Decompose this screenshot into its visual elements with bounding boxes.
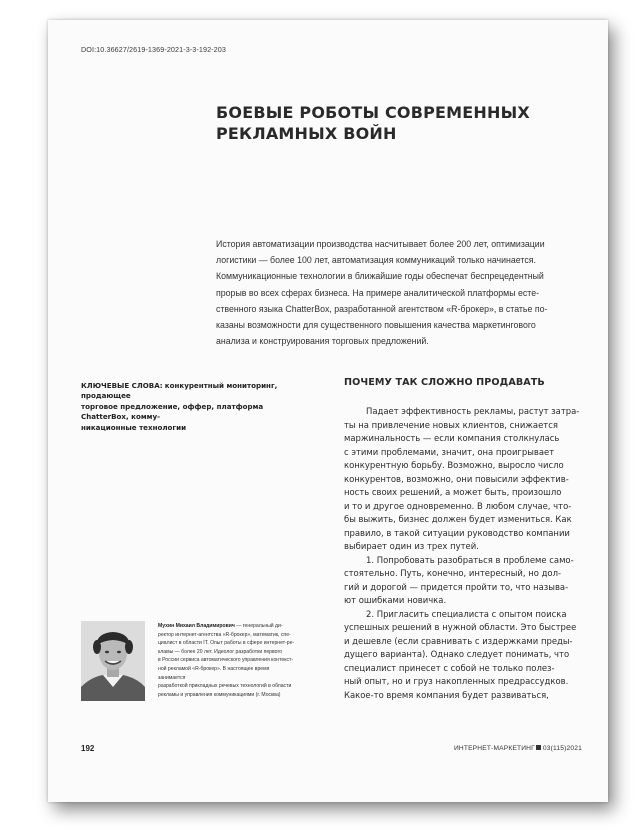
author-bio-line: циалист в области IT. Опыт работы в сфере интернет-ре- bbox=[158, 640, 295, 647]
body-line: правило, в такой ситуации руководство компании bbox=[344, 527, 570, 538]
abstract bbox=[216, 236, 578, 349]
author-bio-line: ной рекламой «R-брокер». В настоящее время занимается bbox=[158, 665, 270, 681]
body-line: выбирает один из трех путей. bbox=[344, 541, 479, 551]
author-bio-line: ректор интернет-агентства «R-брокер», математик, спе- bbox=[158, 631, 291, 638]
body-line: маржинальность — если компания столкнулась bbox=[344, 433, 560, 443]
body-line: конкурентов, возможно, они повысили эффектив- bbox=[344, 473, 569, 484]
body-line: ный опыт, но и груз накопленных предрассудков. bbox=[344, 676, 569, 686]
journal-name: ИНТЕРНЕТ-МАРКЕТИНГ bbox=[453, 745, 535, 752]
journal-page bbox=[48, 20, 608, 802]
body-line: 2. Пригласить специалиста с опытом поиска bbox=[366, 608, 567, 619]
keywords-label: КЛЮЧЕВЫЕ СЛОВА: bbox=[81, 381, 163, 390]
body-line: ют ошибками новичка. bbox=[344, 595, 447, 605]
article-title-line: БОЕВЫЕ РОБОТЫ СОВРЕМЕННЫХ bbox=[216, 103, 530, 122]
body-line: ты на привлечение новых клиентов, снижается bbox=[344, 419, 558, 430]
body-line: Падает эффективность рекламы, растут затра- bbox=[366, 406, 580, 416]
author-portrait-image bbox=[81, 621, 145, 701]
body-line: 1. Попробовать разобраться в проблеме само- bbox=[366, 554, 574, 565]
author-bio-line: в России сервиса автоматического управления контекст- bbox=[158, 657, 294, 664]
keywords-line: никационные технологии bbox=[81, 422, 187, 432]
abstract-line: Коммуникационные технологии в ближайшие годы обеспечат беспрецедентный bbox=[216, 271, 544, 282]
body-line: и дешевле (если сравнивать с издержками преды- bbox=[344, 635, 573, 646]
author-photo bbox=[81, 621, 145, 701]
doi-label: DOI:10.36627/2619-1369-2021-3-3-192-203 bbox=[81, 45, 226, 54]
article-title bbox=[216, 102, 556, 144]
body-line: конкурентную борьбу. Возможно, выросло число bbox=[344, 460, 564, 470]
author-bio-line: — генеральный ди- bbox=[234, 623, 283, 629]
abstract-line: казаны возможности для существенного повышения качества маркетингового bbox=[216, 320, 536, 331]
body-line: успешных решений в нужной области. Это быстрее bbox=[344, 622, 577, 632]
abstract-line: прорыв во всех сферах бизнеса. На примере аналитической платформы есте- bbox=[216, 287, 540, 298]
author-bio bbox=[158, 622, 298, 699]
square-bullet-icon bbox=[536, 745, 541, 750]
body-line: и то и другое одновременно. В любом случае, что- bbox=[344, 500, 572, 511]
body-line: Какое-то время компания будет развиваться, bbox=[344, 689, 549, 700]
page-number: 192 bbox=[81, 744, 95, 753]
abstract-line: анализа и конструирования торговых предложений. bbox=[216, 336, 429, 347]
journal-issue: 03(115)2021 bbox=[542, 745, 582, 752]
body-line: стоятельно. Путь, конечно, интересный, но дол- bbox=[344, 568, 562, 578]
author-bio-line: разработкой прикладных речевых технологий в области bbox=[158, 683, 292, 690]
article-title-line: РЕКЛАМНЫХ ВОЙН bbox=[216, 124, 397, 143]
abstract-line: История автоматизации производства насчитывает более 200 лет, оптимизации bbox=[216, 239, 545, 249]
body-line: бы выжить, бизнес должен будет измениться. Как bbox=[344, 514, 572, 524]
keywords-line: конкурентный мониторинг, продающее bbox=[81, 381, 278, 401]
body-line: ность своих решений, а может быть, произошло bbox=[344, 487, 562, 497]
body-line: дущего варианта). Однако следует понимать, что bbox=[344, 649, 570, 659]
journal-footer bbox=[454, 745, 582, 752]
keywords-block bbox=[81, 381, 303, 433]
body-line: гий и дорогой — придется пройти то, что называ- bbox=[344, 581, 569, 592]
author-name: Мухин Михаил Владимирович bbox=[158, 623, 235, 629]
body-line: специалист принесет с собой не только полез- bbox=[344, 662, 555, 673]
abstract-line: ственного языка ChatterBox, разработанной агентством «R-брокер», в статье по- bbox=[216, 303, 548, 314]
author-bio-line: рекламы и управления коммуникациями (г. Москва) bbox=[158, 691, 281, 698]
author-bio-line: кламы — более 20 лет. Идеолог разработки первого bbox=[158, 648, 283, 655]
body-line: с этими проблемами, значит, она проигрывает bbox=[344, 446, 555, 457]
body-text bbox=[344, 405, 582, 702]
section-heading: ПОЧЕМУ ТАК СЛОЖНО ПРОДАВАТЬ bbox=[344, 377, 545, 388]
keywords-line: торговое предложение, оффер, платформа ChatterBox, комму- bbox=[81, 401, 264, 422]
abstract-line: логистики — более 100 лет, автоматизация коммуникаций только начинается. bbox=[216, 255, 536, 266]
